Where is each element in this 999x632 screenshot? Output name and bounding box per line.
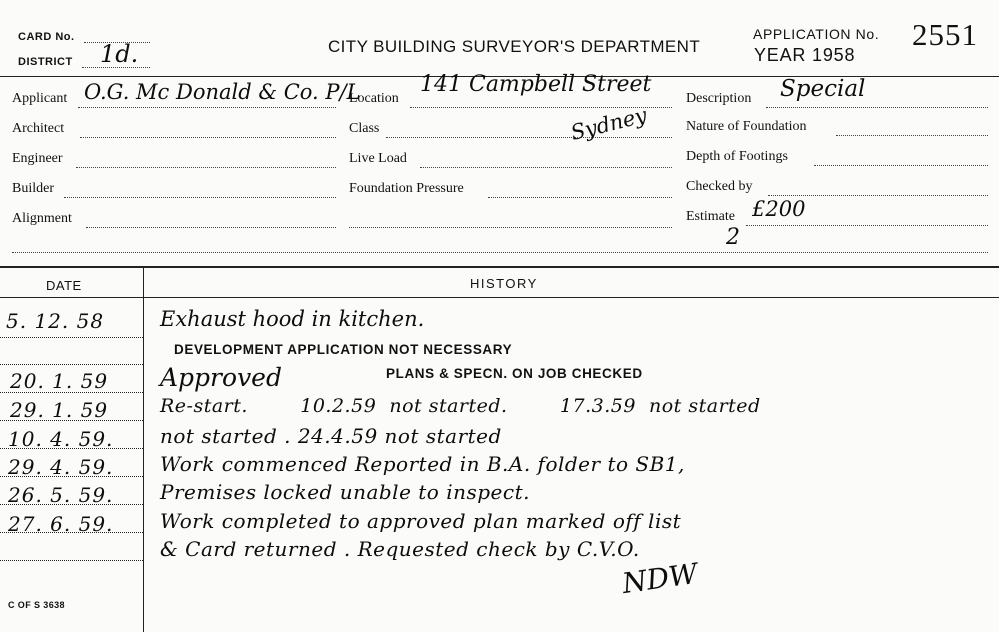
checked-by-line (768, 195, 988, 196)
builder-line (64, 197, 336, 198)
builder-label: Builder (12, 181, 54, 196)
history-date: 20. 1. 59 (10, 369, 109, 393)
history-stamp: DEVELOPMENT APPLICATION NOT NECESSARY (174, 342, 513, 357)
alignment-label: Alignment (12, 211, 72, 226)
description-line (766, 107, 988, 108)
history-stamp: PLANS & SPECN. ON JOB CHECKED (386, 366, 643, 381)
location-value: 141 Campbell Street (420, 72, 652, 97)
engineer-label: Engineer (12, 151, 63, 166)
year-label: YEAR 1958 (754, 45, 856, 65)
form-code: C OF S 3638 (8, 600, 65, 610)
location-value-2: Sydney (568, 102, 650, 146)
architect-line (80, 137, 336, 138)
history-row-rule (0, 364, 143, 365)
history-date: 10. 4. 59. (8, 427, 114, 451)
description-value: Special (780, 76, 866, 102)
district-label: DISTRICT (18, 56, 73, 68)
card-no-label: CARD No. (18, 31, 75, 43)
nature-of-foundation-line (836, 135, 988, 136)
district-value: 1d. (100, 40, 139, 68)
application-no-label: APPLICATION No. (753, 26, 880, 42)
nature-of-foundation-label: Nature of Foundation (686, 119, 807, 134)
fields-bottom-line (12, 252, 988, 253)
history-date: 27. 6. 59. (8, 512, 114, 536)
initials: NDW (620, 556, 700, 601)
history-date: 29. 1. 59 (10, 398, 109, 422)
history-text: Work completed to approved plan marked off list (160, 509, 682, 533)
history-text: Approved (160, 363, 282, 392)
history-text: Premises locked unable to inspect. (160, 480, 530, 504)
alignment-line-col2 (349, 227, 672, 228)
live-load-line (420, 167, 672, 168)
history-date: 5. 12. 58 (6, 309, 105, 333)
history-top-rule (0, 266, 999, 268)
live-load-label: Live Load (349, 151, 407, 166)
history-text: Work commenced Reported in B.A. folder to SB1, (160, 452, 685, 476)
checked-by-label: Checked by (686, 179, 753, 194)
applicant-line (78, 107, 336, 108)
department-title: CITY BUILDING SURVEYOR'S DEPARTMENT (328, 37, 701, 56)
history-header-rule (0, 297, 999, 298)
location-label: Location (349, 91, 399, 106)
class-label: Class (349, 121, 380, 136)
alignment-line (86, 227, 336, 228)
applicant-value: O.G. Mc Donald & Co. P/L (84, 80, 361, 104)
estimate-label: Estimate (686, 209, 735, 224)
foundation-pressure-line (488, 197, 672, 198)
history-date: 26. 5. 59. (8, 483, 114, 507)
engineer-line (76, 167, 336, 168)
depth-of-footings-line (814, 165, 988, 166)
history-row-rule (0, 337, 143, 338)
history-row-rule (0, 560, 143, 561)
history-text: not started . 24.4.59 not started (160, 424, 502, 448)
estimate-value: £200 (752, 197, 806, 221)
architect-label: Architect (12, 121, 65, 136)
date-header: DATE (46, 278, 82, 293)
date-column-rule (143, 268, 144, 632)
estimate-note: 2 (726, 225, 740, 250)
history-text: Re-start. 10.2.59 not started. 17.3.59 not started (160, 395, 761, 417)
history-header: HISTORY (470, 276, 538, 291)
class-line (386, 137, 672, 138)
depth-of-footings-label: Depth of Footings (686, 149, 788, 164)
application-no: 2551 (912, 17, 978, 52)
history-text: & Card returned . Requested check by C.V.O. (160, 537, 640, 561)
applicant-label: Applicant (12, 91, 68, 106)
history-text: Exhaust hood in kitchen. (160, 307, 425, 331)
history-date: 29. 4. 59. (8, 455, 114, 479)
foundation-pressure-label: Foundation Pressure (349, 181, 464, 196)
description-label: Description (686, 91, 752, 106)
estimate-line (746, 225, 988, 226)
